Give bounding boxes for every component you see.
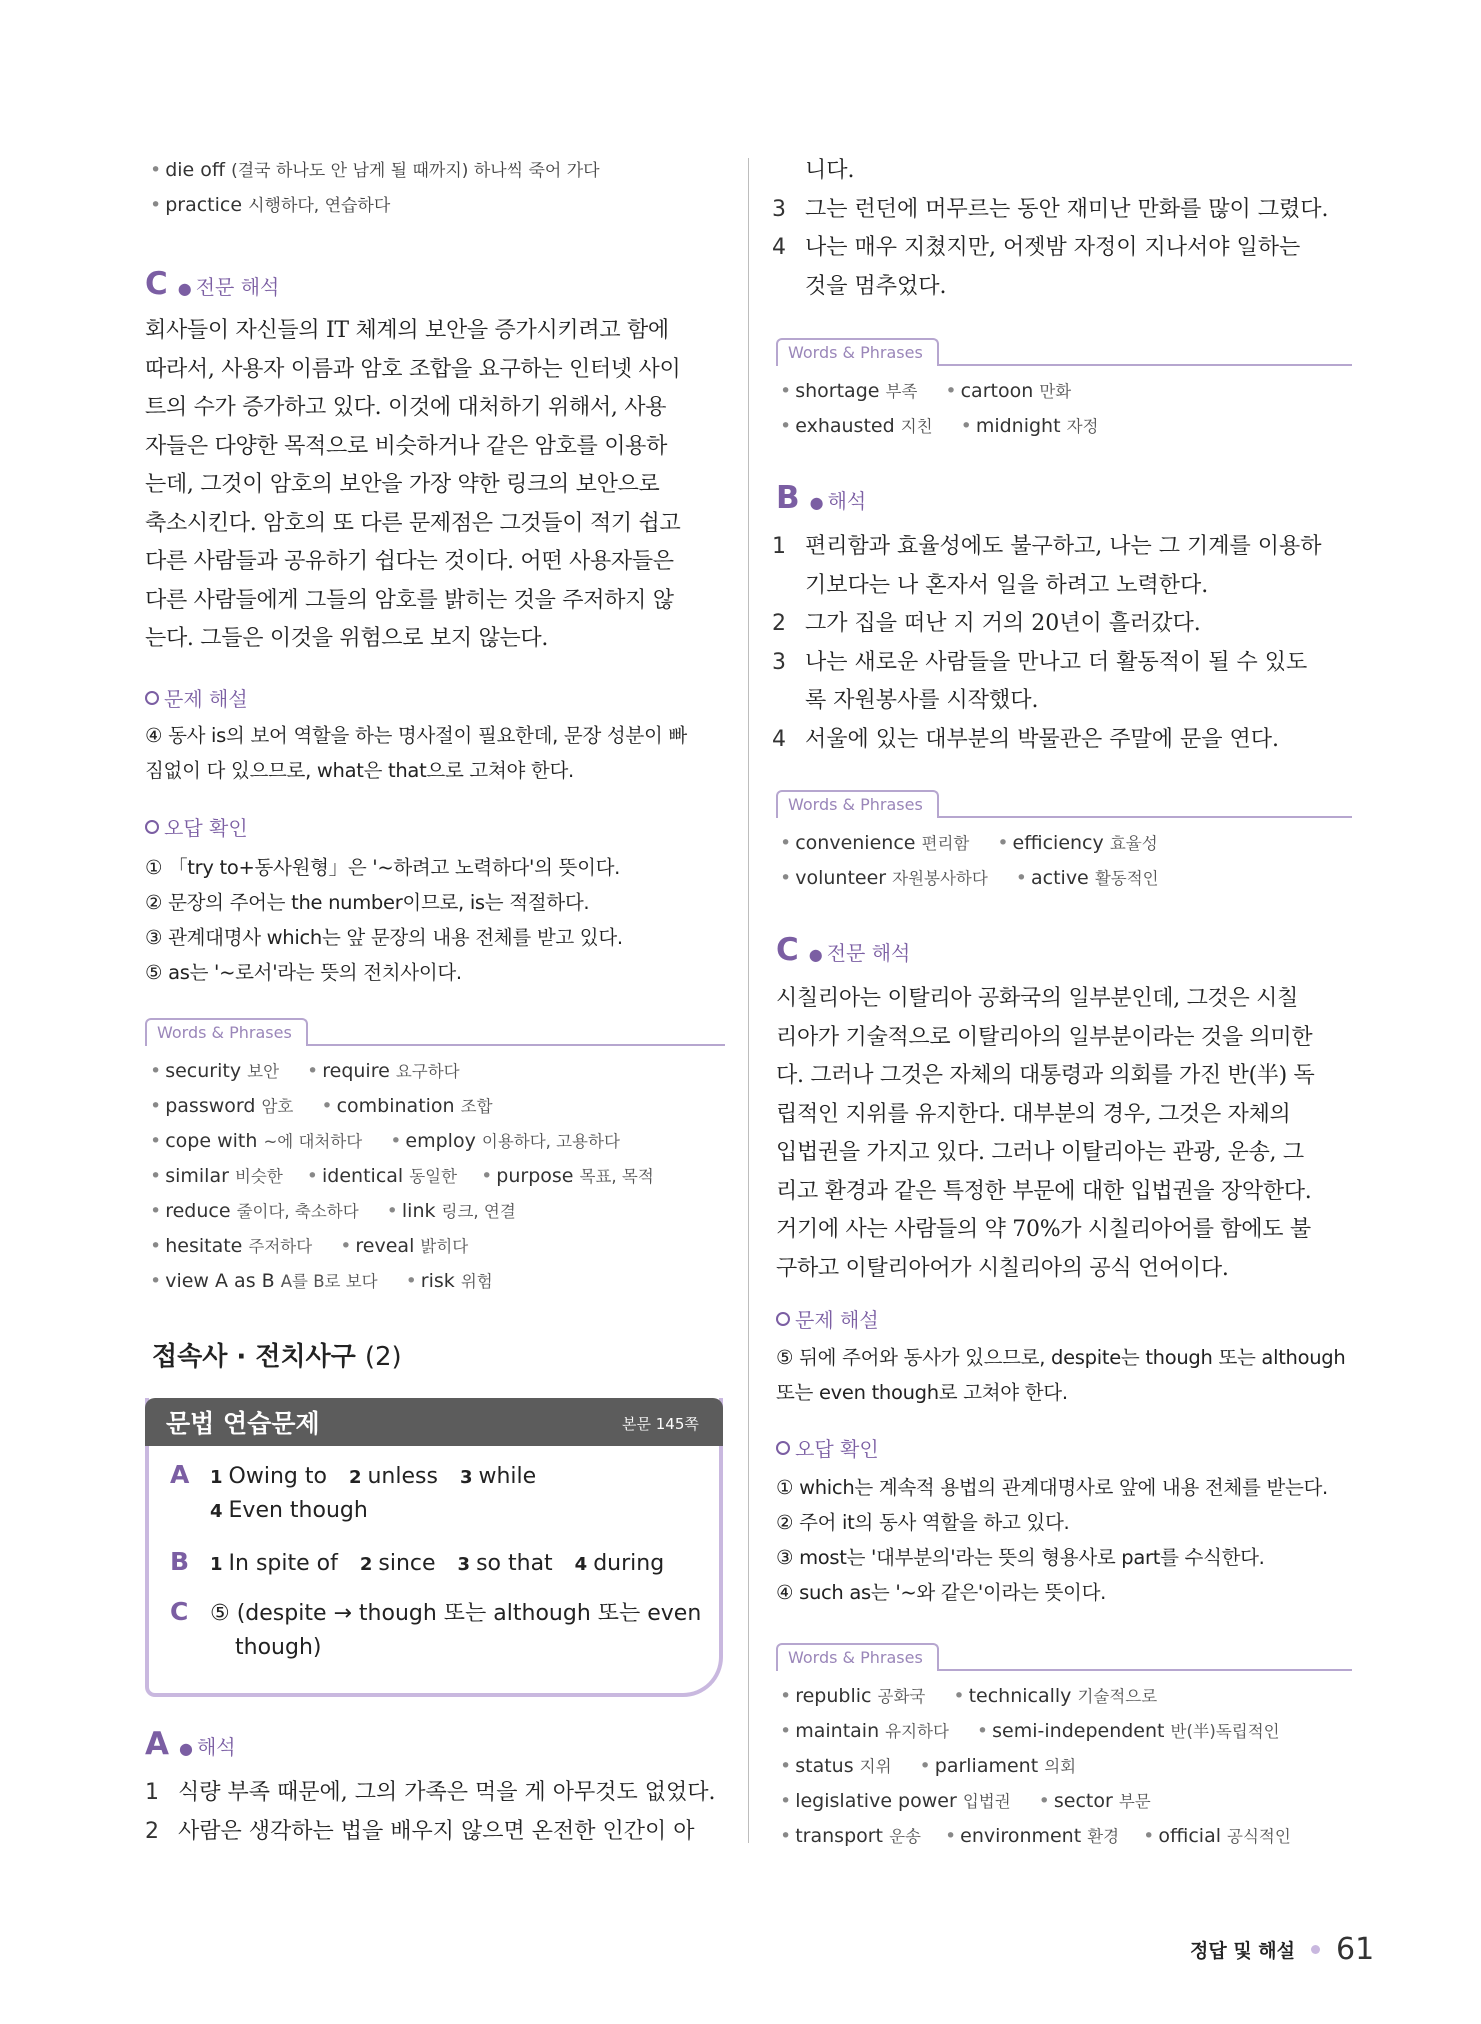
- list-item: 3 나는 새로운 사람들을 만나고 더 활동적이 될 수 있도: [772, 649, 1308, 675]
- left-wrong-heading: 오답 확인: [145, 812, 248, 841]
- list-item: 2 사람은 생각하는 법을 배우지 않으면 온전한 인간이 아: [145, 1818, 695, 1844]
- right-c-words-phrases-header: Words & Phrases: [776, 1643, 1352, 1671]
- right-b-translation-list: 1 편리함과 효율성에도 불구하고, 나는 그 기계를 이용하 기보다는 나 혼자서 일을 하려고 노력한다. 2 그가 집을 떠난 지 거의 20년이 흘러갔다. 3 나는 새로운 사람들을 만나고 더 활동적이 될 수 있도 록 자원봉사를 시작했다. 4 서울에 있는 대부분의 박물관은 주말에 문을 연다.: [772, 528, 1362, 759]
- list-item: 1 식량 부족 때문에, 그의 가족은 먹을 게 아무것도 없었다.: [145, 1780, 716, 1805]
- bullet-die-off: • die off (결국 하나도 안 남게 될 때까지) 하나씩 죽어 가다: [150, 159, 600, 181]
- wp-row: • status 지위 • parliament 의회: [780, 1755, 1077, 1777]
- right-problem-heading: 문제 해설: [776, 1304, 879, 1333]
- list-item: 1 편리함과 효율성에도 불구하고, 나는 그 기계를 이용하: [772, 534, 1322, 559]
- left-wrong-list: ① 「try to+동사원형」은 '~하려고 노력하다'의 뜻이다. ② 문장의 주어는 the number이므로, is는 적절하다. ③ 관계대명사 which는 앞 문장의 내용 전체를 받고 있다. ⑤ as는 '~로서'라는 뜻의 전치사이다.: [145, 856, 623, 984]
- right-section-b-heading: B ● 해석: [776, 480, 867, 516]
- wp-row: • hesitate 주저하다 • reveal 밝히다: [150, 1235, 469, 1257]
- answer-box-title: 문법 연습문제: [166, 1409, 320, 1438]
- left-section-c-heading: C ● 전문 해석: [145, 266, 280, 302]
- wp-row: • shortage 부족 • cartoon 만화: [780, 380, 1072, 402]
- right-section-c-heading: C ● 전문 해석: [776, 932, 911, 968]
- answer-row-a: A 1 Owing to 2 unless 3 while: [170, 1460, 537, 1489]
- wp-row: • transport 운송 • environment 환경 • official 공식적인: [780, 1825, 1291, 1847]
- wp-row: • similar 비슷한 • identical 동일한 • purpose 목표, 목적: [150, 1165, 654, 1187]
- right-problem-text: ⑤ 뒤에 주어와 동사가 있으므로, despite는 though 또는 although 또는 even though로 고쳐야 한다.: [776, 1346, 1346, 1404]
- page-footer: [1190, 1932, 1374, 1967]
- right-a-words-phrases-header: Words & Phrases: [776, 338, 1352, 366]
- left-a-translation-list: [145, 1774, 735, 1851]
- column-divider: [748, 158, 749, 1843]
- wp-row: • view A as B A를 B로 보다 • risk 위험: [150, 1270, 493, 1292]
- wp-row: • cope with ~에 대처하다 • employ 이용하다, 고용하다: [150, 1130, 620, 1152]
- left-problem-heading: 문제 해설: [145, 683, 248, 712]
- answer-row-c-cont: though): [235, 1635, 322, 1660]
- list-item: 4 서울에 있는 대부분의 박물관은 주말에 문을 연다.: [772, 726, 1279, 752]
- list-item: 2 그가 집을 떠난 지 거의 20년이 흘러갔다.: [772, 611, 1201, 636]
- answer-row-b: B 1 In spite of 2 since 3 so that 4 during: [170, 1547, 665, 1576]
- list-item: 3 그는 런던에 머무르는 동안 재미난 만화를 많이 그렸다.: [772, 196, 1329, 222]
- left-words-phrases-header: Words & Phrases: [145, 1018, 725, 1046]
- wp-row: • password 암호 • combination 조합: [150, 1095, 493, 1117]
- right-a-translation-cont: 니다. 3 그는 런던에 머무르는 동안 재미난 만화를 많이 그렸다. 4 나는 매우 지쳤지만, 어젯밤 자정이 지나서야 일하는 것을 멈추었다.: [772, 152, 1362, 306]
- answer-box-page-ref: 본문 145쪽: [622, 1415, 699, 1433]
- footer-dot: [1311, 1945, 1320, 1954]
- wp-row: • reduce 줄이다, 축소하다 • link 링크, 연결: [150, 1200, 516, 1222]
- wp-row: • exhausted 지친 • midnight 자정: [780, 415, 1099, 437]
- wp-row: • maintain 유지하다 • semi-independent 반(半)독립적인: [780, 1720, 1280, 1742]
- answer-row-a-cont: 4 Even though: [210, 1498, 368, 1523]
- grammar-section-title: 접속사 · 전치사구 (2): [152, 1342, 402, 1372]
- list-item: 4 나는 매우 지쳤지만, 어젯밤 자정이 지나서야 일하는: [772, 235, 1301, 260]
- wp-row: • convenience 편리함 • efficiency 효율성: [780, 832, 1158, 854]
- wp-row: • security 보안 • require 요구하다: [150, 1060, 460, 1082]
- right-wrong-heading: 오답 확인: [776, 1433, 879, 1462]
- bullet-practice: • practice 시행하다, 연습하다: [150, 194, 391, 216]
- page-number: 61: [1336, 1932, 1375, 1967]
- wp-row: • volunteer 자원봉사하다 • active 활동적인: [780, 867, 1159, 889]
- wp-row: • legislative power 입법권 • sector 부문: [780, 1790, 1151, 1812]
- left-section-a-heading: A ● 해석: [145, 1726, 236, 1762]
- footer-label: 정답 및 해설: [1190, 1940, 1295, 1962]
- left-c-translation: 회사들이 자신들의 IT 체계의 보안을 증가시키려고 함에 따라서, 사용자 이름과 암호 조합을 요구하는 인터넷 사이 트의 수가 증가하고 있다. 이것에 대처하기 위해서, 사용 자들은 다양한 목적으로 비슷하거나 같은 암호를 이용하 는데, 그것이 암호의 보안을 가장 약한 링크의 보안으로 축소시킨다. 암호의 또 다른 문제점은 그것들이 적기 쉽고 다른 사람들과 공유하기 쉽다는 것이다. 어떤 사용자들은 다른 사람들에게 그들의 암호를 밝히는 것을 주저하지 않 는다. 그들은 이것을 위험으로 보지 않는다.: [145, 318, 681, 651]
- answer-row-c: C ⑤ (despite → though 또는 although 또는 even: [170, 1597, 702, 1626]
- right-wrong-list: ① which는 계속적 용법의 관계대명사로 앞에 내용 전체를 받는다. ② 주어 it의 동사 역할을 하고 있다. ③ most는 '대부분의'라는 뜻의 형용사로 part를 수식한다. ④ such as는 '~와 같은'이라는 뜻이다.: [776, 1476, 1328, 1604]
- right-c-translation: 시칠리아는 이탈리아 공화국의 일부분인데, 그것은 시칠 리아가 기술적으로 이탈리아의 일부분이라는 것을 의미한 다. 그러나 그것은 자체의 대통령과 의회를 가진 반(半) 독 립적인 지위를 유지한다. 대부분의 경우, 그것은 자체의 입법권을 가지고 있다. 그러나 이탈리아는 관광, 운송, 그 리고 환경과 같은 특정한 부문에 대한 입법권을 장악한다. 거기에 사는 사람들의 약 70%가 시칠리아어를 함에도 불 구하고 이탈리아어가 시칠리아의 공식 언어이다.: [776, 986, 1315, 1281]
- left-problem-text: ④ 동사 is의 보어 역할을 하는 명사절이 필요한데, 문장 성분이 빠 짐없이 다 있으므로, what은 that으로 고쳐야 한다.: [145, 724, 687, 782]
- wp-row: • republic 공화국 • technically 기술적으로: [780, 1685, 1158, 1707]
- right-b-words-phrases-header: Words & Phrases: [776, 790, 1352, 818]
